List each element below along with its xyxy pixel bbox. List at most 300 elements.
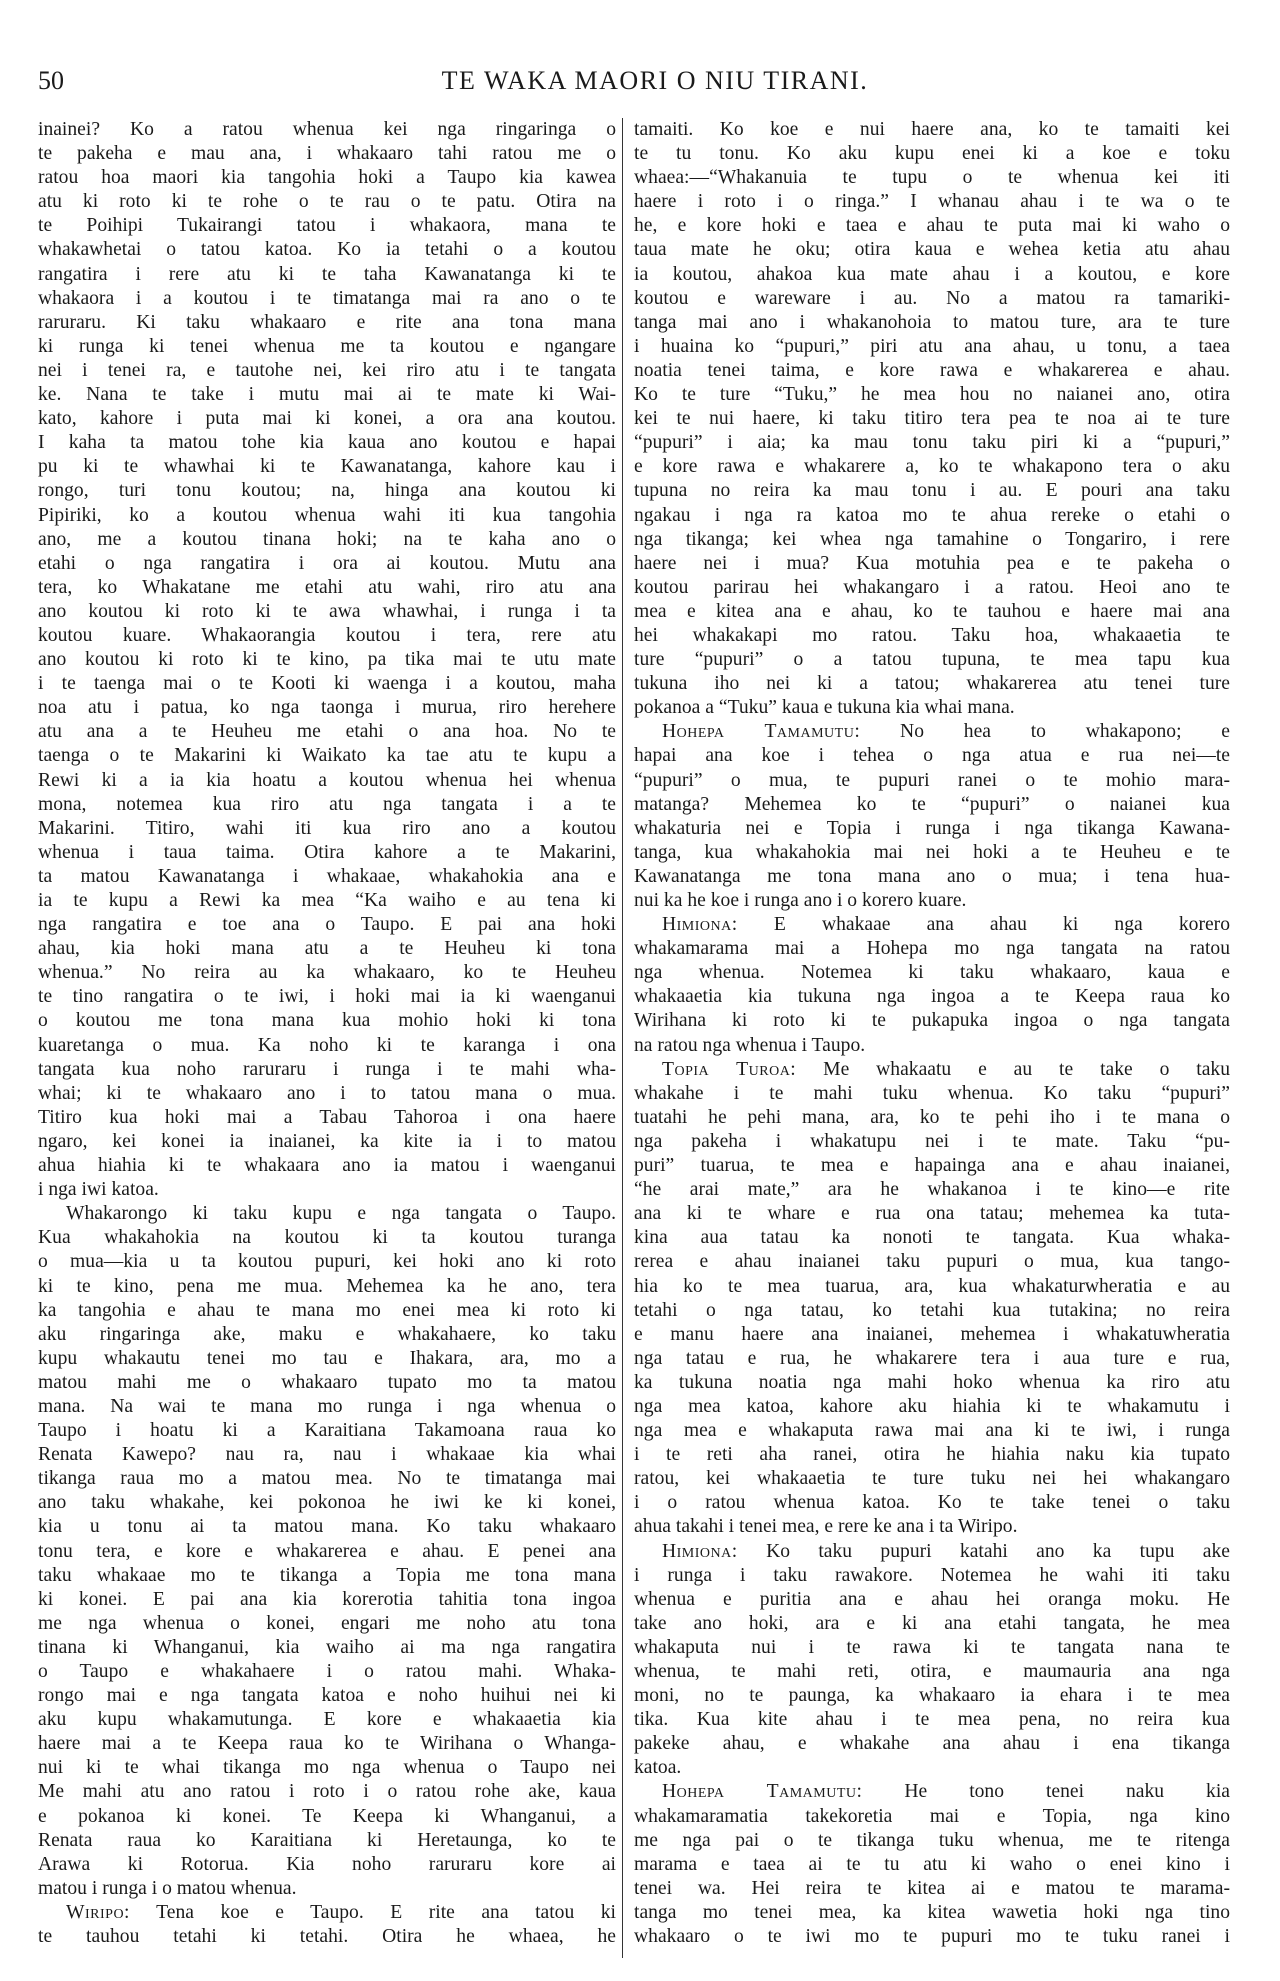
line-text: i te taenga mai o te Kooti ki waenga i a koutou, maha [38,673,616,695]
line-text: tanga, kua whakahokia mai nei hoki a te Heuheu e te [634,841,1230,863]
line-text: rerea e ahau inaianei taku pupuri o mua, kua tango- [634,1251,1230,1273]
text-line [38,696,616,720]
line-text: “pupuri” o mua, te pupuri ranei o te mohio mara- [634,769,1230,791]
text-line [38,142,616,166]
text-line [634,1684,1230,1708]
text-line [634,1756,1230,1780]
text-line [634,383,1230,407]
text-line [38,889,616,913]
line-text: te Poihipi Tukairangi tatou i whakaora, mana te [38,215,616,237]
text-line [634,552,1230,576]
text-line [38,1660,616,1684]
text-line [634,793,1230,817]
line-text: ahua takahi i tenei mea, e rere ke ana i ta Wiripo. [634,1516,1018,1538]
line-text: aku kupu whakamutunga. E kore e whakaaetia kia [38,1709,616,1731]
text-line [38,455,616,479]
text-line [38,431,616,455]
line-text: i o ratou whenua katoa. Ko te take tenei o taku [634,1492,1230,1514]
text-line [634,1178,1230,1202]
line-text: mea e kitea ana e ahau, ko te tauhou e haere mai ana [634,600,1230,622]
text-line [634,1636,1230,1660]
text-line [634,889,1230,913]
text-line [38,479,616,503]
speech-paragraph [634,913,1230,1058]
text-line [38,1082,616,1106]
line-text: tetahi o nga tatau, ko tetahi kua tutakina; no reira [634,1299,1230,1321]
line-text: Taupo i hoatu ki a Karaitiana Takamoana raua ko [38,1420,616,1442]
page-title: TE WAKA MAORI O NIU TIRANI. [441,66,869,95]
text-line [634,359,1230,383]
line-text: te tino rangatira o te iwi, i hoki mai ia ki waenganui [38,986,616,1008]
text-line [38,407,616,431]
text-line [634,166,1230,190]
text-line [634,1395,1230,1419]
text-line [634,720,1230,744]
text-line [38,1925,616,1949]
text-line [38,1299,616,1323]
text-line [634,600,1230,624]
line-text: whakaputa nui i te rawa ki te tangata nana te [634,1636,1230,1658]
text-line [634,1299,1230,1323]
text-line [38,1178,616,1202]
line-text: matou mahi me o whakaaro tupato mo ta matou [38,1371,616,1393]
text-line [634,913,1230,937]
text-line [38,1034,616,1058]
line-text: kei te nui haere, ki taku titiro tera pea te noa ai te ture [634,408,1230,430]
text-line [38,1130,616,1154]
line-text: me nga whenua o konei, engari me noho atu tona [38,1612,616,1634]
line-text: Ko taku pupuri katahi ano ka tupu ake [766,1540,1231,1562]
page-number: 50 [38,66,64,95]
text-line [38,1515,616,1539]
text-line [38,1106,616,1130]
line-text: haere mai a te Keepa raua ko te Wirihana o Whanga- [38,1733,616,1755]
text-line [634,528,1230,552]
text-line [634,311,1230,335]
line-text: i runga i taku rawakore. Notemea he wahi iti taku [634,1564,1230,1586]
text-line [634,479,1230,503]
text-line [634,696,1230,720]
text-line [38,1226,616,1250]
line-text: Renata Kawepo? nau ra, nau i whakaae kia whai [38,1444,616,1466]
text-line [634,1829,1230,1853]
line-text: ngakau i nga ra katoa mo te ahua rereke o etahi o [634,504,1230,526]
line-text: atu ki roto ki te rohe o te rau o te patu. Otira na [38,191,616,213]
line-text: Whakarongo ki taku kupu e nga tangata o Taupo. [66,1203,616,1225]
text-line [38,672,616,696]
line-text: i te reti aha ranei, otira he hiahia naku kia tupato [634,1444,1230,1466]
text-line [38,1829,616,1853]
line-text: kina aua tatau ka nonoti te tangata. Kua whaka- [634,1227,1230,1249]
text-line [38,1756,616,1780]
text-line [38,576,616,600]
text-line [38,1901,616,1925]
line-text: e kore rawa e whakarere a, ko te whakapono tera o aku [634,456,1230,478]
column-right [634,118,1230,1949]
text-line [38,817,616,841]
text-line [38,1419,616,1443]
text-line [38,1347,616,1371]
text-line [38,865,616,889]
text-line [38,311,616,335]
speaker-name: Himiona: [662,1540,738,1562]
text-line [634,1058,1230,1082]
line-text: tonu tera, e kore e whakarerea e ahau. E penei ana [38,1540,616,1562]
text-line [38,238,616,262]
line-text: kuaretanga o mua. Ka noho ki te karanga i ona [38,1034,616,1056]
line-text: na ratou nga whenua i Taupo. [634,1034,866,1056]
line-text: puri” tuarua, te mea e hapainga ana e ahau inaianei, [634,1155,1230,1177]
line-text: o mua—kia u ta koutou pupuri, kei hoki ano ki roto [38,1251,616,1273]
line-text: Kua whakahokia na koutou ki ta koutou turanga [38,1227,616,1249]
line-text: nga tikanga; kei whea nga tamahine o Tongariro, i rere [634,528,1230,550]
line-text: ke. Nana te take i mutu mai ai te mate ki Wai- [38,384,616,406]
line-text: pu ki te whawhai ki te Kawanatanga, kahore kau i [38,456,616,478]
text-line [38,720,616,744]
line-text: te pakeha e mau ana, i whakaaro tahi ratou me o [38,143,616,165]
text-line [38,961,616,985]
text-line [634,1130,1230,1154]
line-text: Rewi ki a ia kia hoatu a koutou whenua hei whenua [38,769,616,791]
line-text: He tono tenei naku kia [904,1781,1230,1803]
text-line [38,166,616,190]
line-text: nui ki te whai tikanga mo nga whenua o Taupo nei [38,1757,616,1779]
line-text: nga tatau e rua, he whakarere tera i aua ture e rua, [634,1347,1230,1369]
text-line [634,142,1230,166]
line-text: haere nei i mua? Kua motuhia pea e te pakeha o [634,552,1230,574]
text-line [634,841,1230,865]
line-text: hapai ana koe i tehea o nga atua e rua nei—te [634,745,1230,767]
line-text: tika. Kua kite ahau i te mea pena, no reira kua [634,1709,1230,1731]
line-text: katoa. [634,1757,682,1779]
text-line [634,624,1230,648]
line-text: i huaina ko “pupuri,” piri atu ana ahau, u tonu, a taea [634,335,1230,357]
line-text: ana ki te whare e rua ona tatau; mehemea ka tuta- [634,1203,1230,1225]
text-line [634,1805,1230,1829]
line-text: ratou hoa maori kia tangohia hoki a Taupo kia kawea [38,167,616,189]
line-text: nei i tenei ra, e tautohe nei, kei riro atu i te tangata [38,359,616,381]
text-line [38,504,616,528]
line-text: ka tangohia e ahau te mana mo enei mea ki roto ki [38,1299,616,1321]
line-text: ia te kupu a Rewi ka mea “Ka waiho e au tena ki [38,890,616,911]
text-line [634,1226,1230,1250]
line-text: o koutou me tona mana kua mohio hoki ki tona [38,1010,616,1032]
line-text: Me mahi atu ano ratou i roto i o ratou rohe ake, kaua [38,1781,616,1803]
line-text: pokanoa a “Tuku” kaua e tukuna kia whai mana. [634,697,1015,719]
speech-paragraph [634,720,1230,913]
line-text: whai; ki te whakaaro ano i to tatou mana o mua. [38,1082,616,1104]
text-line [38,985,616,1009]
line-text: ratou, kei whakaaetia te ture tuku nei hei whakangaro [634,1468,1230,1490]
line-text: whakamarama mai a Hohepa mo nga tangata na ratou [634,938,1230,960]
line-text: hei whakakapi mo ratou. Taku hoa, whakaaetia te [634,624,1230,646]
text-line [38,1540,616,1564]
text-line [38,769,616,793]
line-text: whenua i taua taima. Otira kahore a te Makarini, [38,841,616,863]
line-text: “he arai mate,” ara he whakanoa i te kino—e rite [634,1179,1230,1201]
line-text: tukuna iho nei ki a tatou; whakarerea atu tenei ture [634,673,1230,695]
line-text: E whakaae ana ahau ki nga korero [773,914,1230,936]
line-text: ture “pupuri” o a tatou tupuna, te mea tapu kua [634,649,1230,671]
text-line [38,1491,616,1515]
line-text: Titiro kua hoki mai a Tabau Tahoroa i ona haere [38,1106,616,1128]
text-line [38,1443,616,1467]
line-text: ano koutou ki roto ki te awa whawhai, i runga i ta [38,600,616,622]
text-line [634,1540,1230,1564]
speaker-name: Himiona: [662,914,738,936]
line-text: ano koutou ki roto ki te kino, pa tika mai te utu mate [38,649,616,671]
text-line [634,1419,1230,1443]
speech-paragraph [38,1901,616,1949]
line-text: “pupuri” i aia; ka mau tonu taku piri ki a “pupuri,” [634,432,1230,454]
line-text: whenua e puritia ana e ahau hei oranga moku. He [634,1588,1230,1610]
line-text: nga pakeha i whakatupu nei i te mate. Taku “pu- [634,1130,1230,1152]
text-line [634,455,1230,479]
text-line [634,961,1230,985]
text-line [634,263,1230,287]
text-line [38,600,616,624]
line-text: te tu tonu. Ko aku kupu enei ki a koe e toku [634,143,1230,165]
line-text: nga mea katoa, kahore aku hiahia ki te whakamutu i [634,1395,1230,1417]
text-line [38,1371,616,1395]
text-line [634,1323,1230,1347]
text-line [634,1853,1230,1877]
text-line [634,1564,1230,1588]
line-text: matou i runga i o matou whenua. [38,1877,297,1899]
line-text: tera, ko Whakatane me etahi atu wahi, riro atu ana [38,576,616,598]
line-text: aku ringaringa ake, maku e whakahaere, ko taku [38,1323,616,1345]
line-text: nga rangatira e toe ana o Taupo. E pai ana hoki [38,914,616,936]
line-text: whaea:—“Whakanuia te tupu o te whenua kei iti [634,167,1230,189]
text-line [38,528,616,552]
line-text: Pipiriki, ko a koutou whenua wahi iti kua tangohia [38,504,616,526]
line-text: ta matou Kawanatanga i whakaae, whakahokia ana e [38,865,616,887]
line-text: Ko te ture “Tuku,” he mea hou no naianei ano, otira [634,384,1230,406]
text-line [38,335,616,359]
line-text: Wirihana ki roto ki te pukapuka ingoa o nga tangata [634,1010,1230,1032]
text-line [634,576,1230,600]
text-line [634,1347,1230,1371]
text-line [634,1901,1230,1925]
text-line [634,744,1230,768]
line-text: ki konei. E pai ana kia korerotia tahitia tona ingoa [38,1588,616,1610]
line-text: whakaora i a koutou i te timatanga mai ra ano o te [38,287,616,309]
text-line [38,1009,616,1033]
line-text: tanga mo tenei mea, ka kitea wawetia hoki nga tino [634,1901,1230,1923]
line-text: me nga pai o te tikanga tuku whenua, me te ritenga [634,1829,1230,1851]
speech-paragraph [634,1058,1230,1540]
text-line [38,1154,616,1178]
line-text: I kaha ta matou tohe kia kaua ano koutou e hapai [38,432,616,454]
speech-paragraph [634,1540,1230,1781]
text-line [634,1154,1230,1178]
text-line [38,1058,616,1082]
text-line [634,431,1230,455]
text-line [634,1780,1230,1804]
speaker-name: Topia Turoa: [662,1058,797,1080]
text-line [634,407,1230,431]
line-text: whakahe i te mahi tuku whenua. Ko taku “pupuri” [634,1082,1230,1104]
text-line [38,937,616,961]
line-text: whakamaramatia takekoretia mai e Topia, nga kino [634,1805,1230,1827]
line-text: pakeke ahau, e whakahe ana ahau i ena tikanga [634,1733,1230,1755]
text-line [634,937,1230,961]
text-line [38,624,616,648]
speaker-name: Hohepa Tamamutu: [662,721,861,743]
line-text: Arawa ki Rotorua. Kia noho raruraru kore ai [38,1853,616,1875]
line-text: noa atu i patua, ko nga taonga i murua, riro herehere [38,697,616,719]
line-text: ahau, kia hoki mana atu a te Heuheu ki tona [38,938,616,960]
text-line [634,504,1230,528]
line-text: noatia tenei taima, e kore rawa e whakarerea e ahau. [634,359,1230,381]
text-line [634,1877,1230,1901]
line-text: e pokanoa ki konei. Te Keepa ki Whanganui, a [38,1805,616,1827]
text-line [38,1780,616,1804]
line-text: nui ka he koe i runga ano i o korero kuare. [634,890,967,911]
text-line [38,793,616,817]
speech-paragraph [634,1780,1230,1949]
text-line [38,744,616,768]
text-line [634,672,1230,696]
text-line [38,1202,616,1226]
text-line [38,552,616,576]
column-divider [622,118,623,1958]
text-line [38,1805,616,1829]
text-line [38,359,616,383]
paragraph [38,118,616,1202]
paragraph [38,1202,616,1901]
text-line [38,1250,616,1274]
text-line [634,817,1230,841]
line-text: koutou e wareware i au. No a matou ra tamariki- [634,287,1230,309]
text-line [634,1009,1230,1033]
text-line [38,214,616,238]
text-line [38,1275,616,1299]
line-text: nga mea e whakaputa rawa mai ana ki te iwi, i runga [634,1420,1230,1442]
line-text: tuatahi he pehi mana, ara, ko te pehi iho i te mana o [634,1106,1230,1128]
line-text: whenua.” No reira au ka whakaaro, ko te Heuheu [38,962,616,984]
line-text: taua mate he oku; otira kaua e wehea ketia atu ahau [634,239,1230,261]
text-line [38,383,616,407]
line-text: tamaiti. Ko koe e nui haere ana, ko te tamaiti kei [634,119,1230,140]
line-text: rangatira i rere atu ki te taha Kawanatanga ki te [38,263,616,285]
line-text: rongo mai e nga tangata katoa e noho huihui nei ki [38,1685,616,1707]
line-text: raruraru. Ki taku whakaaro e rite ana tona mana [38,311,616,333]
text-line [634,1588,1230,1612]
line-text: ki runga ki tenei whenua me ta koutou e ngangare [38,335,616,357]
text-line [634,1612,1230,1636]
text-line [634,118,1230,142]
line-text: ka tukuna noatia nga mahi hoko whenua ka riro atu [634,1371,1230,1393]
line-text: ia koutou, ahakoa kua mate ahau i a koutou, e kore [634,263,1230,285]
line-text: Tena koe e Taupo. E rite ana tatou ki [156,1901,616,1923]
text-line [38,1323,616,1347]
text-line [38,1395,616,1419]
text-line [634,1660,1230,1684]
text-line [634,1082,1230,1106]
text-line [634,1925,1230,1949]
page-header [38,66,1232,98]
line-text: he, e kore hoki e taea e ahau te puta mai ki waho o [634,215,1230,237]
text-line [38,1853,616,1877]
text-line [634,214,1230,238]
text-line [38,1564,616,1588]
line-text: inainei? Ko a ratou whenua kei nga ringaringa o [38,119,616,140]
line-text: whakaaro o te iwi mo te pupuri mo te tuku ranei i [634,1926,1230,1948]
text-line [634,287,1230,311]
text-line [38,190,616,214]
text-line [634,985,1230,1009]
text-line [38,1612,616,1636]
line-text: ano taku whakahe, kei pokonoa he iwi ke ki konei, [38,1492,616,1514]
line-text: nga whenua. Notemea ki taku whakaaro, kaua e [634,962,1230,984]
text-line [634,335,1230,359]
text-line [634,865,1230,889]
line-text: whenua, te mahi reti, otira, e maumauria ana nga [634,1661,1230,1682]
speaker-name: Wiripo: [66,1901,130,1923]
line-text: o Taupo e whakahaere i o ratou mahi. Whaka- [38,1661,616,1682]
line-text: e manu haere ana inaianei, mehemea i whakatuwheratia [634,1323,1230,1345]
line-text: taku whakaae mo te tikanga a Topia me tona mana [38,1564,616,1586]
text-line [634,1443,1230,1467]
text-line [634,1708,1230,1732]
line-text: te tauhou tetahi ki tetahi. Otira he whaea, he [38,1926,616,1948]
text-line [38,1684,616,1708]
text-line [38,1588,616,1612]
line-text: tanga mai ano i whakanohoia to matou ture, ara te ture [634,311,1230,333]
line-text: tenei wa. Hei reira te kitea ai e matou te marama- [634,1877,1230,1899]
line-text: ano, me a koutou tinana hoki; na te kaha ano o [38,528,616,550]
line-text: etahi o nga rangatira i ora ai koutou. Mutu ana [38,552,616,574]
text-line [634,1515,1230,1539]
text-line [634,1732,1230,1756]
text-line [634,1467,1230,1491]
line-text: mana. Na wai te mana mo runga i nga whenua o [38,1395,616,1417]
text-line [634,1371,1230,1395]
line-text: ki te kino, pena me mua. Mehemea ka he ano, tera [38,1275,616,1297]
line-text: koutou parirau hei whakangaro i a ratou. Heoi ano te [634,576,1230,598]
text-line [38,263,616,287]
speaker-name: Hohepa Tamamutu: [662,1781,863,1803]
text-line [634,1202,1230,1226]
line-text: haere i roto i o ringa.” I whanau ahau i te wa o te [634,191,1230,213]
text-line [38,1708,616,1732]
text-line [634,238,1230,262]
line-text: tupuna no reira ka mau tonu i au. E pouri ana taku [634,480,1230,502]
text-line [634,769,1230,793]
text-line [634,1491,1230,1515]
line-text: moni, no te paunga, ka whakaaro ia ehara i te mea [634,1685,1230,1707]
line-text: No hea to whakapono; e [900,721,1230,743]
line-text: ngaro, kei konei ia inaianei, ka kite ia i to matou [38,1130,616,1152]
text-line [38,118,616,142]
line-text: Me whakaatu e au te take o taku [823,1058,1230,1080]
text-line [634,1250,1230,1274]
line-text: kato, kahore i puta mai ki konei, a ora ana koutou. [38,408,616,430]
paragraph [634,118,1230,720]
line-text: rongo, turi tonu koutou; na, hinga ana koutou ki [38,480,616,502]
line-text: Kawanatanga me tona mana ano o mua; i tena hua- [634,865,1230,887]
text-line [38,1877,616,1901]
line-text: Makarini. Titiro, wahi iti kua riro ano a koutou [38,817,616,839]
text-line [38,841,616,865]
text-line [38,648,616,672]
column-left [38,118,616,1949]
line-text: whakaaetia kia tukuna nga ingoa a te Keepa raua ko [634,986,1230,1008]
text-line [38,1467,616,1491]
line-text: Renata raua ko Karaitiana ki Heretaunga, ko te [38,1829,616,1851]
text-line [38,287,616,311]
